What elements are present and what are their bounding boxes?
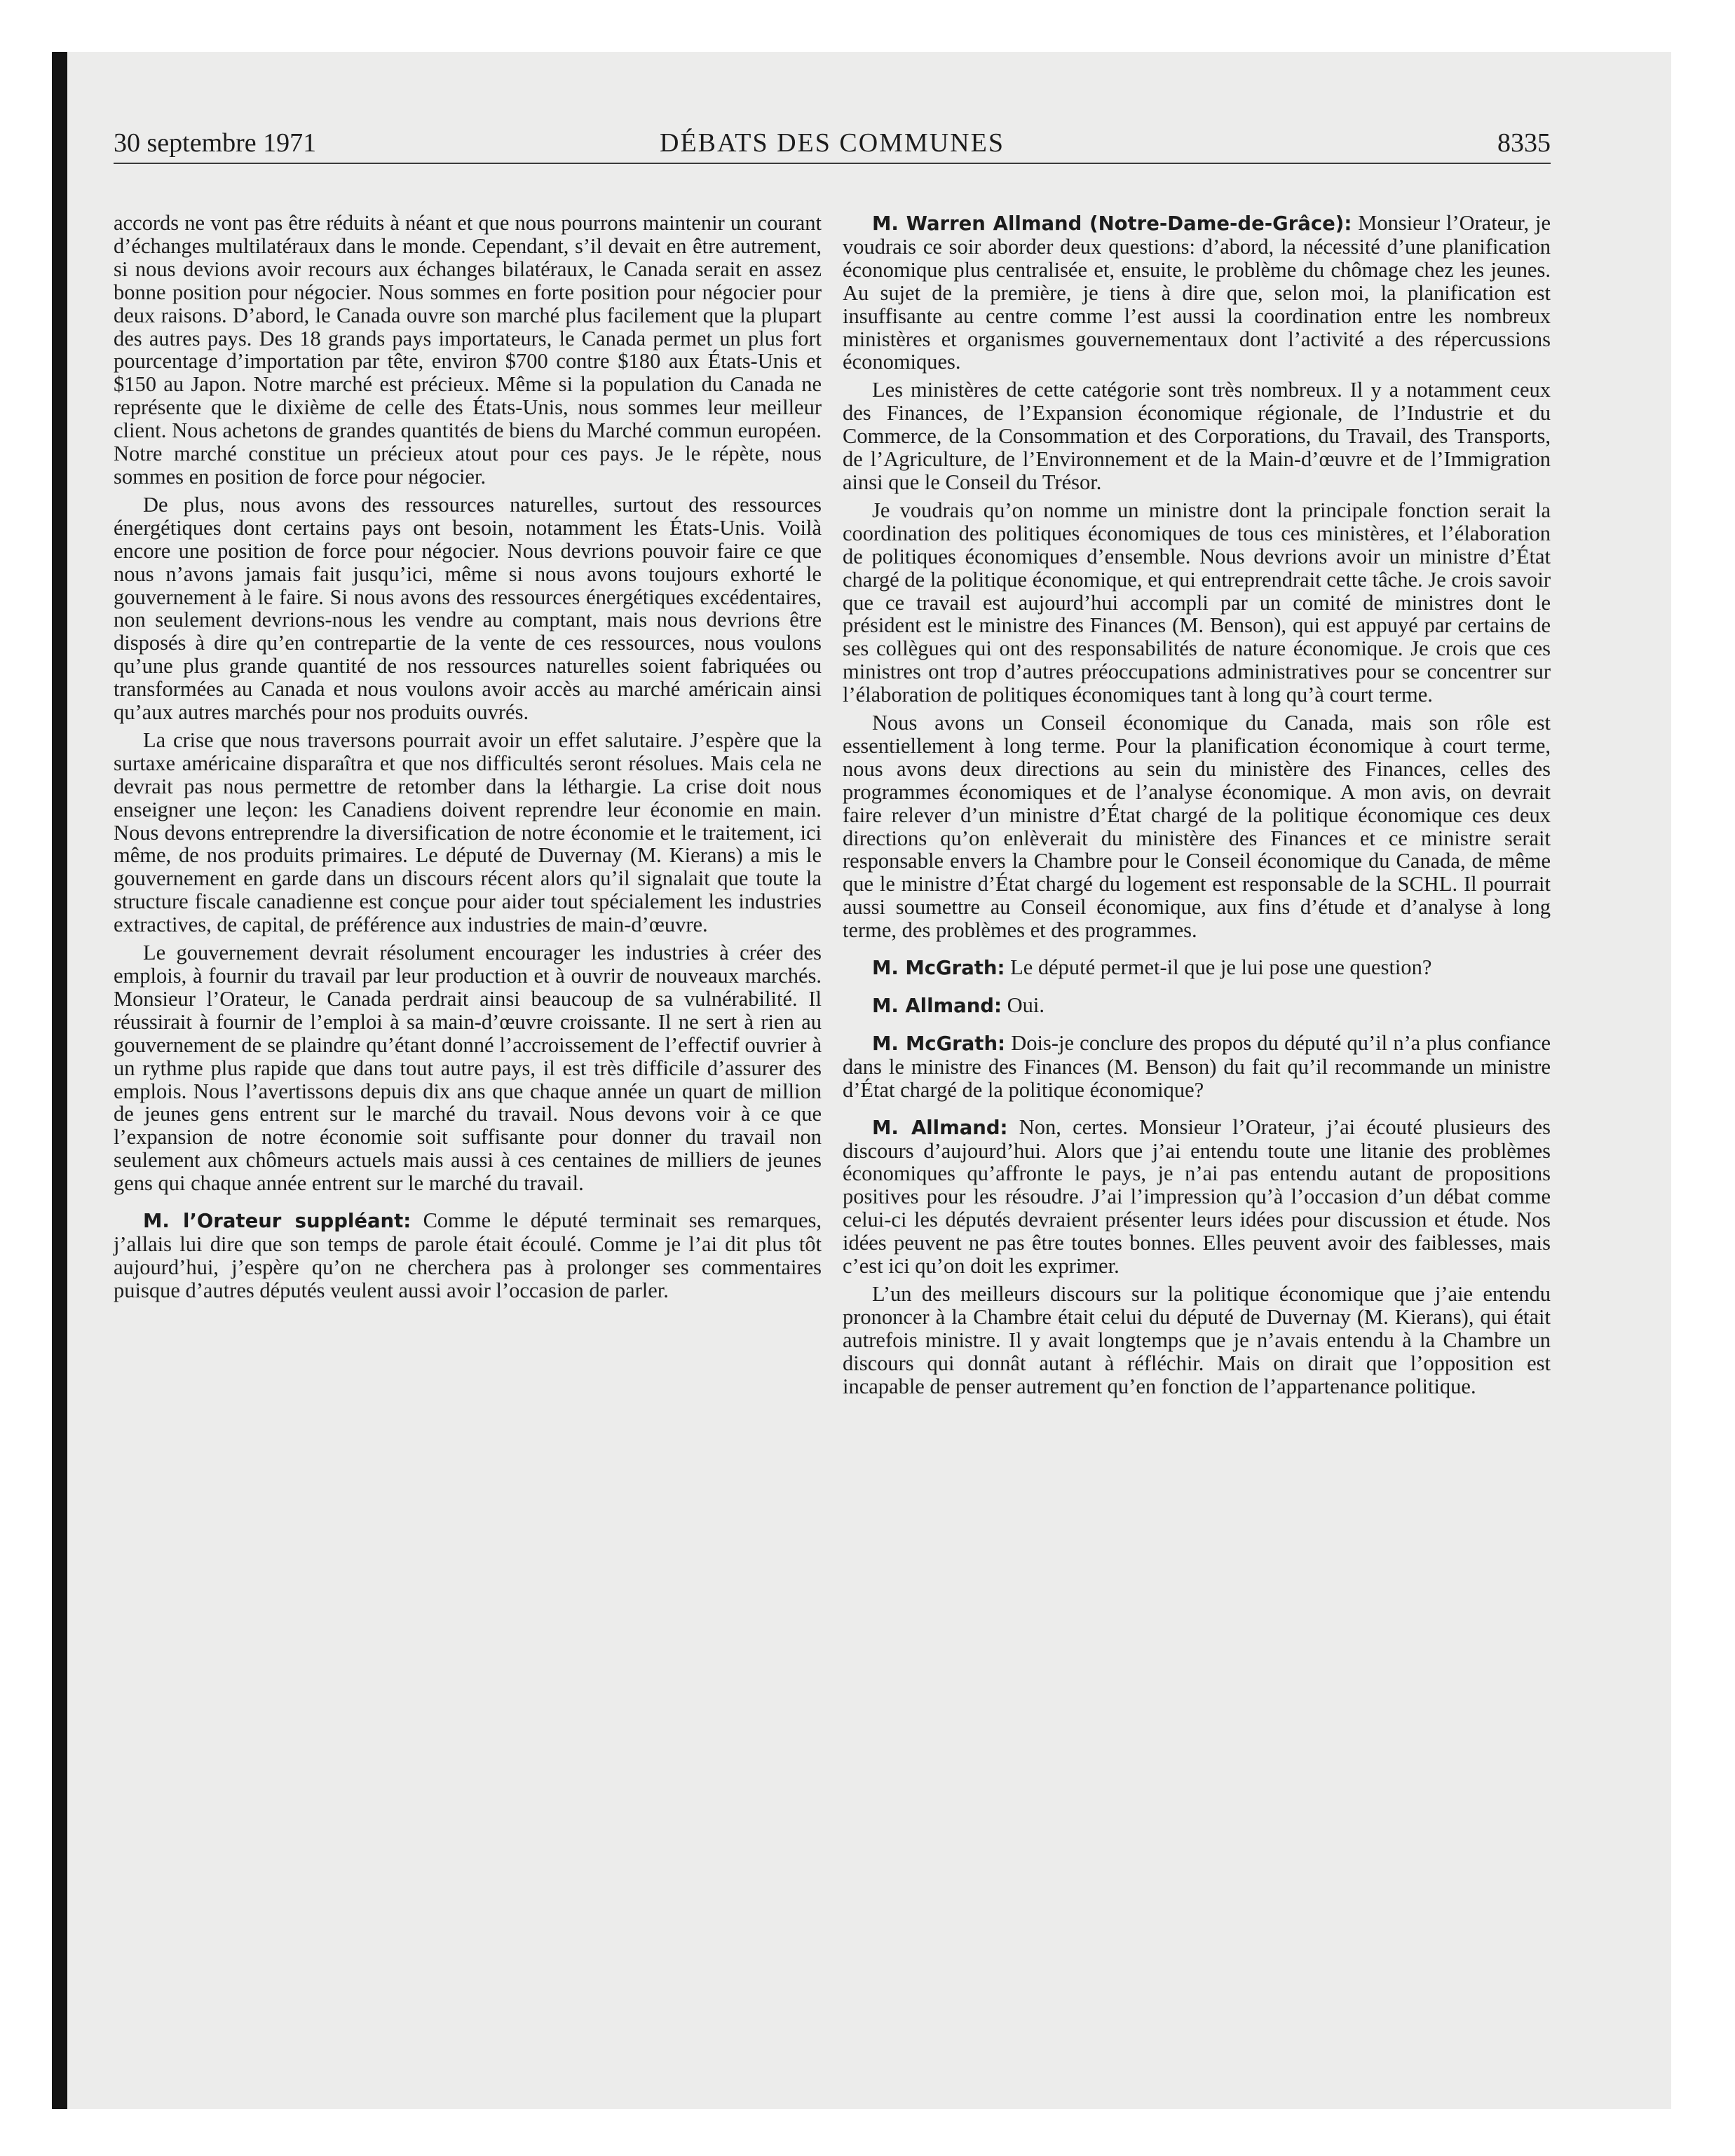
speech-paragraph: [114, 1209, 822, 1302]
paragraph-text: L’un des meilleurs discours sur la politique économique que j’aie entendu prononcer à la Chambre était celui du député de Duvernay (M. Kierans), qui était autrefois ministre. Il y avait longtemps que je n’avais entendu à la Chambre un discours qui donnât autant à réfléchir. Mais on dirait que l’opposition est incapable de penser autrement qu’en fonction de l’appartenance politique.: [843, 1281, 1551, 1398]
right-column: [843, 212, 1551, 1403]
paragraph-text: Je voudrais qu’on nomme un ministre dont la principale fonction serait la coordination des politiques économiques de tous ces ministères, et l’élaboration de politiques économiques d’ensemble. Nous devrions avoir un ministre d’État chargé de la politique économique, et qui entreprendrait cette tâche. Je crois savoir que ce travail est aujourd’hui accompli par un comité de ministres dont le président est le ministre des Finances (M. Benson), qui est appuyé par certains de ses collègues qui ont des responsabilités de nature économique. Je crois que ces ministres ont trop d’autres préoccupations administratives pour se concentrer sur l’élaboration de politiques économiques tant à long qu’à court terme.: [843, 498, 1551, 707]
paragraph: [114, 212, 822, 489]
speaker-name: M. l’Orateur suppléant:: [143, 1210, 411, 1233]
paragraph: [114, 729, 822, 936]
paragraph-text: Oui.: [1007, 993, 1045, 1017]
page-number: 8335: [1497, 128, 1551, 158]
paragraph-text: Comme le député terminait ses remarques, j’allais lui dire que son temps de parole était écoulé. Comme je l’ai dit plus tôt aujourd’hui, j’espère qu’on ne cherchera pas à prolonger ses commentaires puisque d’autres députés veulent aussi avoir l’occasion de parler.: [114, 1208, 822, 1302]
speech-paragraph: [843, 1116, 1551, 1278]
paragraph: [114, 941, 822, 1195]
paragraph-text: Non, certes. Monsieur l’Orateur, j’ai écouté plusieurs des discours d’aujourd’hui. Alors que j’ai entendu toute une litanie des problèmes économiques qu’affronte le pays, je n’ai pas entendu autant de propositions positives pour les résoudre. J’ai l’impression qu’à l’occasion d’un débat comme celui-ci les députés devraient présenter leurs idées pour discussion et étude. Nos idées peuvent ne pas être toutes bonnes. Elles peuvent avoir des faiblesses, mais c’est ici qu’on doit les exprimer.: [843, 1114, 1551, 1278]
header-date: 30 septembre 1971: [114, 128, 317, 158]
paragraph-text: Le gouvernement devrait résolument encourager les industries à créer des emplois, à fournir du travail par leur production et à ouvrir de nouveaux marchés. Monsieur l’Orateur, le Canada perdrait ainsi beaucoup de sa vulnérabilité. Il réussirait à fournir de l’emploi à sa main-d’œuvre croissante. Il ne sert à rien au gouvernement de se plaindre qu’étant donné l’accroissement de l’effectif ouvrier à un rythme plus rapide que dans tout autre pays, il est très difficile d’assurer des emplois. Nous l’avertissons depuis dix ans que chaque année un quart de million de jeunes gens entrent sur le marché du travail. Nous devons voir à ce que l’expansion de notre économie soit suffisante pour donner du travail non seulement aux chômeurs actuels mais aussi à ces centaines de milliers de jeunes gens qui chaque année entrent sur le marché du travail.: [114, 941, 822, 1196]
paragraph-text: Le député permet-il que je lui pose une question?: [1010, 955, 1432, 980]
paragraph: [843, 499, 1551, 707]
page-header: [114, 123, 1551, 164]
paragraph-text: De plus, nous avons des ressources naturelles, surtout des ressources énergétiques dont certains pays ont besoin, notamment les États-Unis. Voilà encore une position de force pour négocier. Nous devrions pouvoir faire ce que nous n’avons jamais fait jusqu’ici, même si nous avons toujours exhorté le gouvernement à le faire. Si nous avons des ressources énergétiques excédentaires, non seulement devrions-nous les vendre au comptant, mais nous devrions être disposés à dire qu’en contrepartie de la vente de ces ressources, nous voulons qu’une plus grande quantité de nos ressources naturelles soient fabriquées ou transformées au Canada et nous voulons avoir accès au marché américain ainsi qu’aux autres marchés pour nos produits ouvrés.: [114, 492, 822, 725]
paragraph-text: Les ministères de cette catégorie sont très nombreux. Il y a notamment ceux des Finances, de l’Expansion économique régionale, de l’Industrie et du Commerce, de la Consommation et des Corporations, du Travail, des Transports, de l’Agriculture, de l’Environnement et de la Main-d’œuvre et de l’Immigration ainsi que le Conseil du Trésor.: [843, 378, 1551, 494]
speech-paragraph: [843, 956, 1551, 980]
paragraph-text: Nous avons un Conseil économique du Canada, mais son rôle est essentiellement à long terme. Pour la planification économique à court terme, nous avons deux directions au sein du ministère des Finances, celles des programmes économiques et de l’analyse économique. A mon avis, on devrait faire relever d’un ministre d’État chargé de la politique économique ces deux directions qu’on enlèverait du ministère des Finances et ce ministre serait responsable envers la Chambre pour le Conseil économique du Canada, de même que le ministre d’État chargé du logement est responsable de la SCHL. Il pourrait aussi soumettre au Conseil économique, aux fins d’étude et d’analyse à long terme, des problèmes et des programmes.: [843, 711, 1551, 943]
paragraph-text: Dois-je conclure des propos du député qu’il n’a plus confiance dans le ministre des Finances (M. Benson) du fait qu’il recommande un ministre d’État chargé de la politique économique?: [843, 1030, 1551, 1102]
paragraph: [843, 1283, 1551, 1398]
speech-paragraph: [843, 212, 1551, 374]
binding-edge: [52, 52, 67, 2109]
paragraph: [843, 378, 1551, 494]
speaker-name: M. Allmand:: [872, 995, 1002, 1017]
speaker-name: M. Allmand:: [872, 1116, 1008, 1139]
speaker-name: M. Warren Allmand (Notre-Dame-de-Grâce):: [872, 212, 1352, 235]
left-column: [114, 212, 822, 1307]
speech-paragraph: [843, 994, 1551, 1018]
speech-paragraph: [843, 1032, 1551, 1102]
paragraph-text: La crise que nous traversons pourrait avoir un effet salutaire. J’espère que la surtaxe américaine disparaîtra et que nos difficultés seront résolues. Mais cela ne devrait pas nous permettre de retomber dans la léthargie. La crise doit nous enseigner une leçon: les Canadiens doivent reprendre leur économie en main. Nous devons entreprendre la diversification de notre économie et le traitement, ici même, de nos produits primaires. Le député de Duvernay (M. Kierans) a mis le gouvernement en garde dans un discours récent alors qu’il signalait que toute la structure fiscale canadienne est conçue pour aider tout spécialement les industries extractives, de capital, de préférence aux industries de main-d’œuvre.: [114, 728, 822, 937]
paragraph: [843, 711, 1551, 942]
paragraph-text: accords ne vont pas être réduits à néant et que nous pourrons maintenir un courant d’échanges multilatéraux dans le monde. Cependant, s’il devait en être autrement, si nous devions avoir recours aux échanges bilatéraux, le Canada serait en assez bonne position pour négocier. Nous sommes en forte position pour négocier pour deux raisons. D’abord, le Canada ouvre son marché plus facilement que la plupart des autres pays. Des 18 grands pays importateurs, le Canada permet un plus fort pourcentage d’importation par tête, environ $700 contre $180 aux États-Unis et $150 au Japon. Notre marché est précieux. Même si la population du Canada ne représente que le dixième de celle des États-Unis, nous sommes leur meilleur client. Nous achetons de grandes quantités de biens du Marché commun européen. Notre marché constitue un précieux atout pour ces pays. Je le répète, nous sommes en position de force pour négocier.: [114, 211, 822, 489]
speaker-name: M. McGrath:: [872, 957, 1005, 980]
paragraph: [114, 493, 822, 724]
speaker-name: M. McGrath:: [872, 1032, 1006, 1055]
publication-title: DÉBATS DES COMMUNES: [660, 128, 1005, 158]
paragraph-text: Monsieur l’Orateur, je voudrais ce soir aborder deux questions: d’abord, la nécessité d’une planification économique plus centralisée et, ensuite, le problème du chômage chez les jeunes. Au sujet de la première, je tiens à dire que, selon moi, la planification est insuffisante au centre comme l’est aussi la coordination entre les nombreux ministères et organismes gouvernementaux dont l’activité a des répercussions économiques.: [843, 211, 1551, 374]
